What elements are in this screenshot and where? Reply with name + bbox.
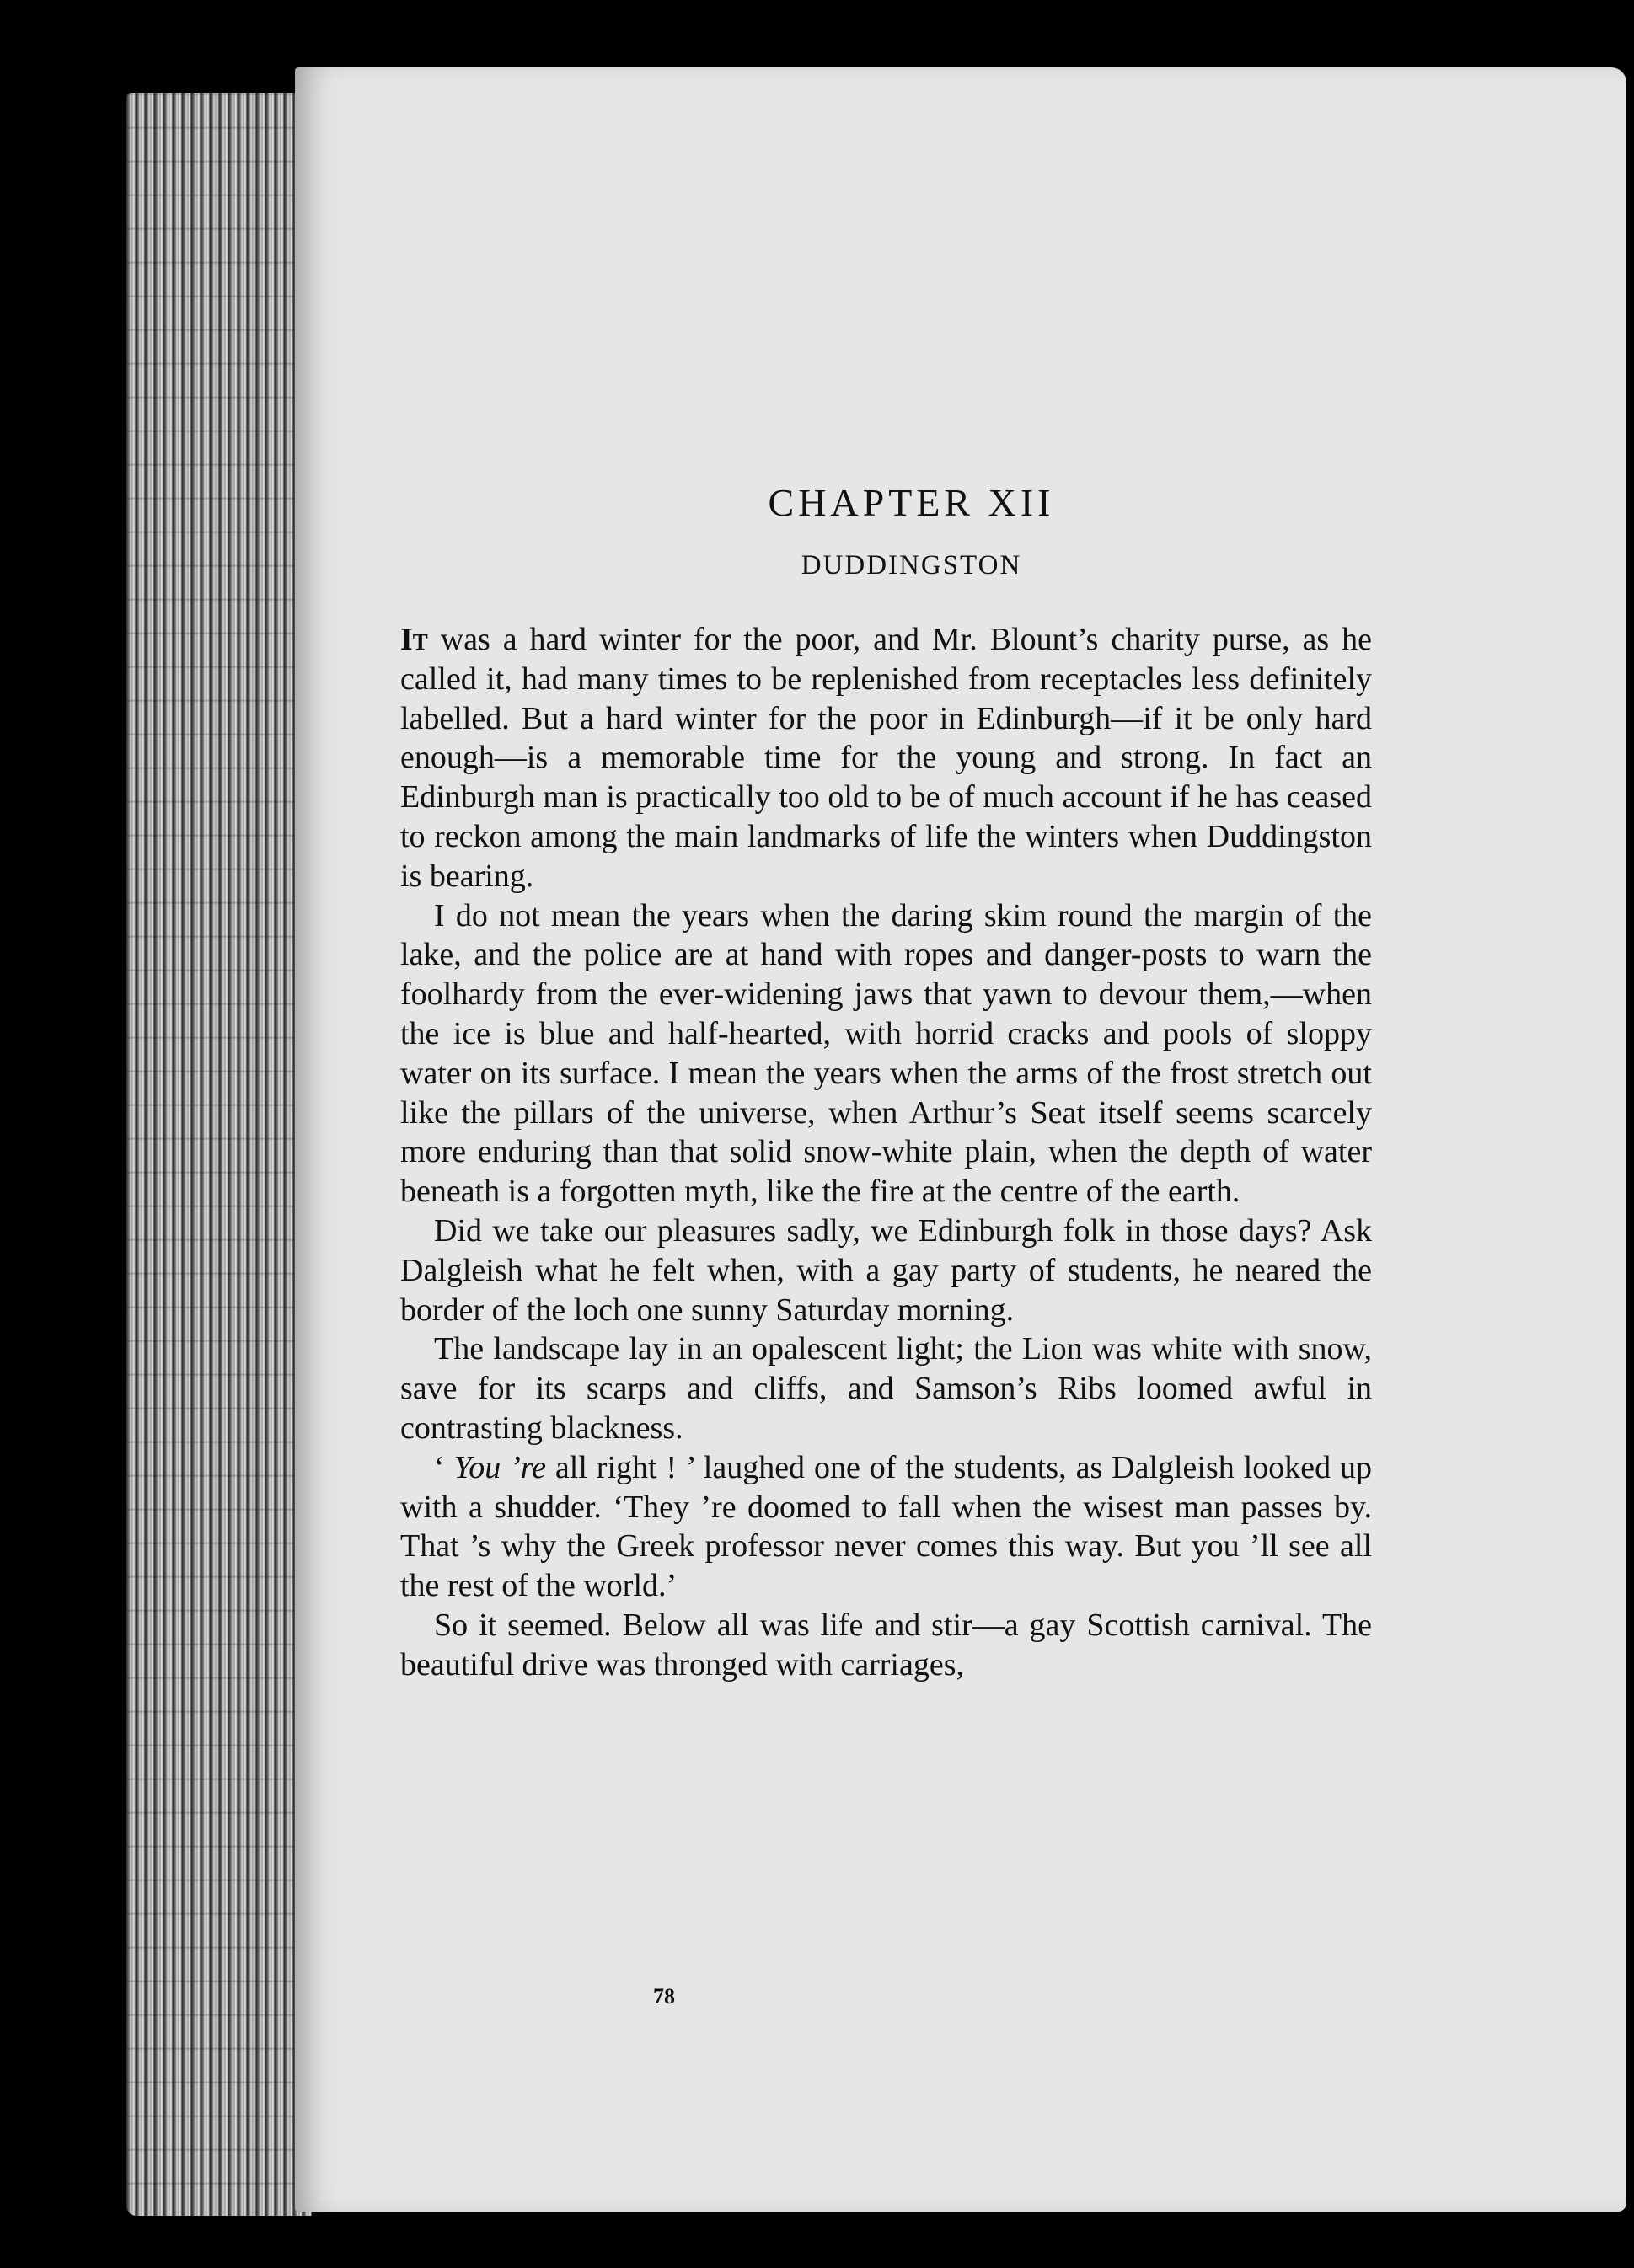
paragraph-5 — [400, 1448, 1372, 1606]
quote-mark: ‘ — [434, 1449, 454, 1485]
paragraph-text: The landscape lay in an opalescent light; the Lion was white with snow, save for its scarps and cliffs, and Samson’s Ribs loomed awful in contrasting blackness. — [400, 1331, 1372, 1446]
paragraph-text: I do not mean the years when the daring skim round the margin of the lake, and the police are at hand with ropes and danger-posts to warn the foolhardy from the ever-widening jaws that yawn to devour them,—when the ice is blue and half-hearted, with horrid cracks and pools of sloppy water on its surface. I mean the years when the arms of the frost stretch out like the pillars of the universe, when Arthur’s Seat itself seems scarcely more enduring than that solid snow-white plain, when the depth of water beneath is a forgotten myth, like the fire at the centre of the earth. — [400, 897, 1372, 1210]
chapter-title: CHAPTER XII — [768, 481, 1055, 524]
chapter-subtitle: DUDDINGSTON — [801, 550, 1022, 580]
page-number: 78 — [653, 1984, 675, 2009]
page-edges — [126, 93, 312, 2216]
page-content — [400, 480, 1372, 1685]
paragraph-text: was a hard winter for the poor, and Mr. Blount’s charity purse, as he called it, had many times to be replenished from receptacles less definitely labelled. But a hard winter for the poor in Edinburgh—if it be only hard enough—is a memorable time for the young and strong. In fact an Edinburgh man is practically too old to be of much account if he has ceased to reckon among the main landmarks of life the winters when Duddingston is bearing. — [400, 622, 1372, 894]
paragraph-4 — [400, 1329, 1372, 1447]
paragraph-1 — [400, 620, 1372, 896]
paragraph-2 — [400, 896, 1372, 1212]
paragraph-lead-word: It — [400, 622, 428, 657]
paragraph-emphasis: You ’re — [453, 1449, 547, 1485]
paragraph-6 — [400, 1606, 1372, 1685]
paragraph-text: Did we take our pleasures sadly, we Edinburgh folk in those days? Ask Dalgleish what he felt when, with a gay party of students, he neared the border of the loch one sunny Saturday morning. — [400, 1212, 1372, 1328]
paragraph-3 — [400, 1212, 1372, 1329]
paragraph-text: all right ! ’ laughed one of the students, as Dalgleish looked up with a shudder. ‘They ’re doomed to fall when the wisest man passes by. That ’s why the Greek professor never comes this way. But you ’ll see all the rest of the world.’ — [400, 1449, 1373, 1604]
paragraph-text: So it seemed. Below all was life and stir—a gay Scottish carnival. The beautiful drive was thronged with carriages, — [400, 1607, 1372, 1682]
